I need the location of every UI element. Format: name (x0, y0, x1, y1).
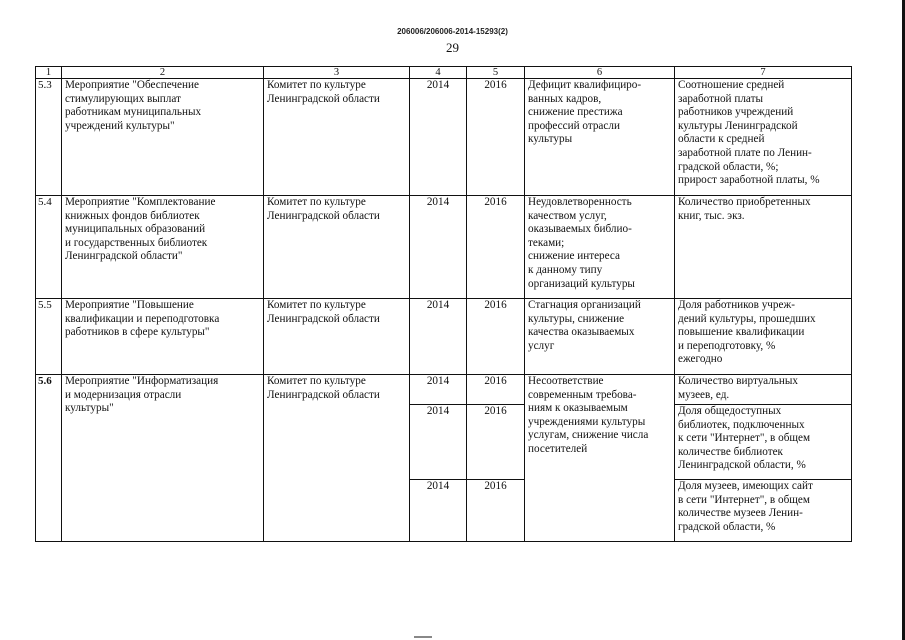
indicator: Доля музеев, имеющих сайт в сети "Интернет", в общем количестве музеев Ленин- градской области, % (675, 480, 852, 542)
document-code: 206006/206006-2014-15293(2) (397, 27, 508, 36)
end-year: 2016 (467, 405, 525, 480)
indicator: Количество виртуальных музеев, ед. (675, 375, 852, 405)
event-name: Мероприятие "Повышение квалификации и переподготовка работников в сфере культуры" (62, 299, 264, 375)
executor: Комитет по культуре Ленинградской области (264, 196, 410, 299)
event-name: Мероприятие "Информатизация и модернизация отрасли культуры" (62, 375, 264, 542)
indicator: Количество приобретенных книг, тыс. экз. (675, 196, 852, 299)
risks: Стагнация организаций культуры, снижение качества оказываемых услуг (525, 299, 675, 375)
table-header-row (36, 67, 852, 79)
scan-mark (414, 636, 432, 638)
column-header: 2 (62, 67, 264, 79)
table-row (36, 299, 852, 375)
end-year: 2016 (467, 196, 525, 299)
activities-table (35, 66, 852, 542)
end-year: 2016 (467, 480, 525, 542)
risks: Несоответствие современным требова- ниям к оказываемым учреждениями культуры услугам, снижение числа посетителей (525, 375, 675, 542)
start-year: 2014 (410, 299, 467, 375)
column-header: 6 (525, 67, 675, 79)
indicator: Соотношение средней заработной платы работников учреждений культуры Ленинградской области к средней заработной плате по Ленин- градской области, %; прирост заработной платы, % (675, 79, 852, 196)
indicator: Доля работников учреж- дений культуры, прошедших повышение квалификации и переподготовку, % ежегодно (675, 299, 852, 375)
event-name: Мероприятие "Комплектование книжных фондов библиотек муниципальных образований и государственных библиотек Ленинградской области" (62, 196, 264, 299)
table-row (36, 196, 852, 299)
column-header: 5 (467, 67, 525, 79)
page-number: 29 (446, 40, 459, 55)
indicator: Доля общедоступных библиотек, подключенных к сети "Интернет", в общем количестве библиотек Ленинградской области, % (675, 405, 852, 480)
executor: Комитет по культуре Ленинградской области (264, 299, 410, 375)
executor: Комитет по культуре Ленинградской области (264, 375, 410, 542)
row-number: 5.4 (36, 196, 62, 299)
event-name: Мероприятие "Обеспечение стимулирующих выплат работникам муниципальных учреждений культуры" (62, 79, 264, 196)
start-year: 2014 (410, 375, 467, 405)
start-year: 2014 (410, 79, 467, 196)
start-year: 2014 (410, 405, 467, 480)
start-year: 2014 (410, 196, 467, 299)
column-header: 1 (36, 67, 62, 79)
column-header: 7 (675, 67, 852, 79)
row-number: 5.6 (36, 375, 62, 542)
start-year: 2014 (410, 480, 467, 542)
end-year: 2016 (467, 299, 525, 375)
row-number: 5.5 (36, 299, 62, 375)
table-row (36, 79, 852, 196)
risks: Дефицит квалифициро- ванных кадров, снижение престижа профессий отрасли культуры (525, 79, 675, 196)
risks: Неудовлетворенность качеством услуг, оказываемых библио- теками; снижение интереса к данному типу организаций культуры (525, 196, 675, 299)
executor: Комитет по культуре Ленинградской области (264, 79, 410, 196)
row-number: 5.3 (36, 79, 62, 196)
column-header: 4 (410, 67, 467, 79)
end-year: 2016 (467, 375, 525, 405)
column-header: 3 (264, 67, 410, 79)
end-year: 2016 (467, 79, 525, 196)
table-row (36, 375, 852, 405)
